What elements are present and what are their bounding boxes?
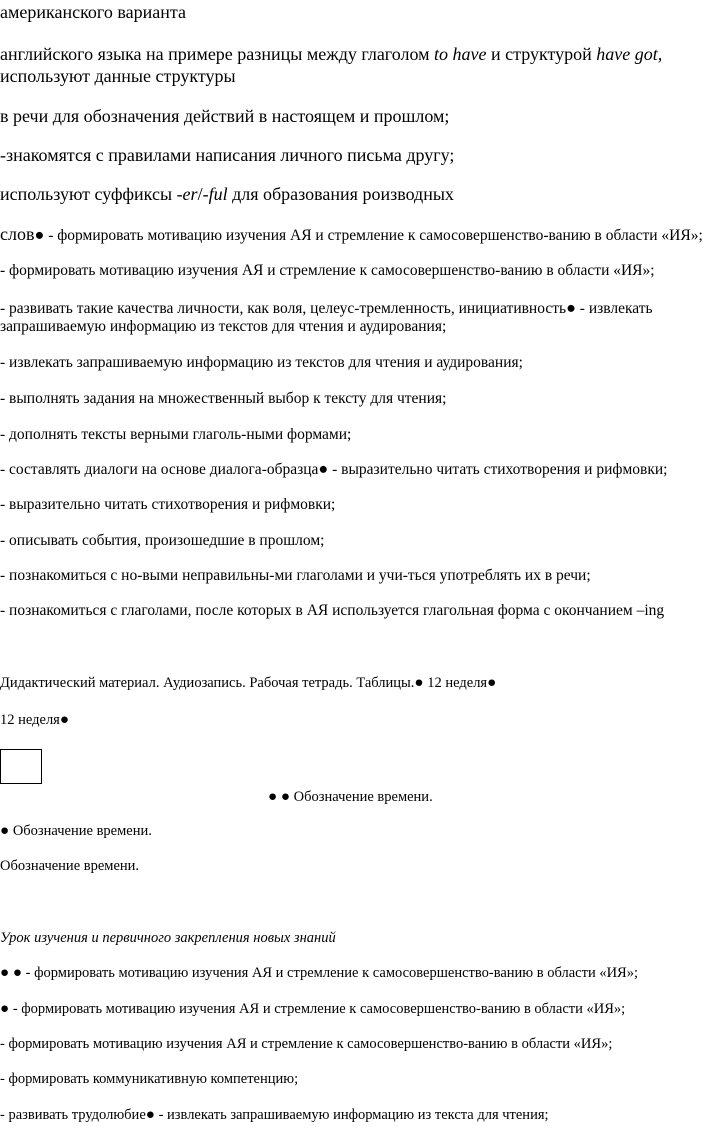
text-line-4: в речи для обозначения действий в настоящем и прошлом; xyxy=(0,106,450,126)
bullet-icon: ● xyxy=(318,460,329,478)
bullet-icon: ● xyxy=(566,299,576,317)
text-line-15: - выразительно читать стихотворения и рифмовки; xyxy=(0,496,336,513)
bullet-icon: ● xyxy=(0,822,10,839)
text-line-19: Дидактический материал. Аудиозапись. Рабочая тетрадь. Таблицы.● 12 неделя● xyxy=(0,674,497,691)
bullet-icon: ● xyxy=(12,964,23,981)
text-line-1: американского варианта xyxy=(0,2,186,22)
bullet-icon: ● xyxy=(414,674,424,691)
bullet-icon: ● xyxy=(0,964,10,981)
text-line-7: слов● - формировать мотивацию изучения АЯ и стремление к самосовершенство-ванию в области «ИЯ»; xyxy=(0,224,703,244)
bullet-icon: ● xyxy=(0,1000,10,1017)
text-line-28: - формировать коммуникативную компетенцию; xyxy=(0,1071,299,1087)
bullet-icon: ● xyxy=(34,226,45,244)
bullet-icon: ● xyxy=(487,674,497,691)
text-line-9: - развивать такие качества личности, как воля, целеус-тремленность, инициативность● - извлекать xyxy=(0,299,653,317)
bullet-icon: ● xyxy=(280,788,291,805)
text-line-22: ● Обозначение времени. xyxy=(0,822,152,839)
text-line-6: используют суффиксы -er/-ful для образования роизводных xyxy=(0,184,454,204)
text-line-29: - развивать трудолюбие● - извлекать запрашиваемую информацию из текста для чтения; xyxy=(0,1106,549,1123)
text-line-24: Урок изучения и первичного закрепления новых знаний xyxy=(0,930,336,946)
text-line-11: - извлекать запрашиваемую информацию из текстов для чтения и аудирования; xyxy=(0,354,523,371)
text-line-3: используют данные структуры xyxy=(0,66,236,86)
text-line-18: - познакомиться с глаголами, после которых в АЯ используется глагольная форма с окончанием –ing xyxy=(0,602,665,619)
text-line-21: ● ● Обозначение времени. xyxy=(268,788,433,805)
text-line-17: - познакомиться с но-выми неправильны-ми глаголами и учи-ться употреблять их в речи; xyxy=(0,567,591,584)
text-line-14: - составлять диалоги на основе диалога-образца● - выразительно читать стихотворения и рифмовки; xyxy=(0,460,668,478)
text-line-10: запрашиваемую информацию из текстов для чтения и аудирования; xyxy=(0,318,447,335)
text-line-26: ● - формировать мотивацию изучения АЯ и стремление к самосовершенство-ванию в области «ИЯ»; xyxy=(0,1000,626,1017)
empty-cell-box xyxy=(0,749,42,784)
bullet-icon: ● xyxy=(145,1106,155,1123)
text-line-12: - выполнять задания на множественный выбор к тексту для чтения; xyxy=(0,390,447,407)
text-line-20: 12 неделя● xyxy=(0,711,70,728)
text-line-8: - формировать мотивацию изучения АЯ и стремление к самосовершенство-ванию в области «ИЯ»; xyxy=(0,262,655,279)
text-line-27: - формировать мотивацию изучения АЯ и стремление к самосовершенство-ванию в области «ИЯ»; xyxy=(0,1036,613,1052)
text-line-5: -знакомятся с правилами написания личного письма другу; xyxy=(0,145,455,165)
text-line-25: ● ● - формировать мотивацию изучения АЯ и стремление к самосовершенство-ванию в области «ИЯ»; xyxy=(0,964,639,981)
text-line-2: английского языка на примере разницы между глаголом to have и структурой have got, xyxy=(0,44,663,64)
bullet-icon: ● xyxy=(59,711,70,728)
text-line-23: Обозначение времени. xyxy=(0,858,140,874)
text-line-16: - описывать события, произошедшие в прошлом; xyxy=(0,532,325,549)
text-line-13: - дополнять тексты верными глаголь-ными формами; xyxy=(0,426,352,443)
bullet-icon: ● xyxy=(268,788,278,805)
